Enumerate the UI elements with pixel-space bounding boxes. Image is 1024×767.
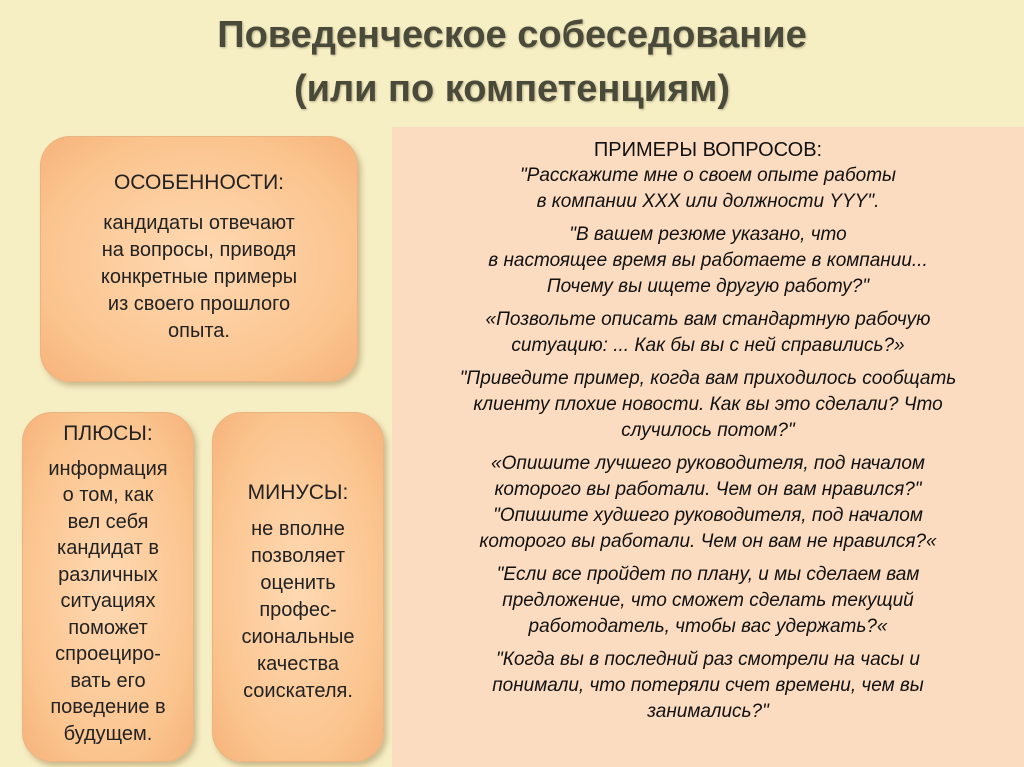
- question-1: [392, 163, 1024, 215]
- examples-heading: ПРИМЕРЫ ВОПРОСОВ:: [593, 139, 823, 161]
- minuses-line: оценить: [260, 572, 336, 594]
- question-line: случилось потом?": [621, 420, 795, 441]
- question-line: клиенту плохие новости. Как вы это сделали? Что: [473, 394, 943, 415]
- features-box: [40, 136, 358, 382]
- pluses-line: информация: [48, 457, 168, 480]
- minuses-line: качества: [256, 653, 340, 675]
- minuses-line: соискателя.: [243, 680, 353, 702]
- features-line: на вопросы, приводя: [101, 239, 297, 261]
- question-line: "Когда вы в последний раз смотрели на часы и: [496, 649, 920, 670]
- question-line: "Расскажите мне о своем опыте работы: [519, 165, 897, 186]
- question-line: предложение, что сможет сделать текущий: [502, 590, 914, 611]
- features-line: опыта.: [168, 320, 230, 342]
- pluses-line: спроециро-: [55, 643, 161, 665]
- pluses-line: поведение в: [50, 696, 166, 718]
- question-line: ситуацию: ... Как бы вы с ней справились?»: [511, 335, 905, 356]
- question-line: «Позвольте описать вам стандартную рабочую: [485, 309, 931, 330]
- minuses-line: не вполне: [251, 518, 345, 540]
- pluses-heading: ПЛЮСЫ:: [63, 422, 153, 445]
- title-line-2: (или по компетенциям): [293, 68, 731, 110]
- pluses-line: поможет: [68, 616, 148, 639]
- minuses-line: позволяет: [250, 545, 346, 567]
- question-4: [392, 366, 1024, 444]
- question-7: [392, 562, 1024, 640]
- title-line-1: Поведенческое собеседование: [217, 14, 807, 56]
- question-line: "Если все пройдет по плану, и мы сделаем вам: [496, 564, 920, 585]
- features-line: из своего прошлого: [107, 293, 291, 315]
- question-line: «Опишите лучшего руководителя, под началом: [491, 453, 925, 474]
- minuses-line: сиональные: [241, 626, 355, 648]
- minuses-line: профес-: [259, 599, 337, 621]
- slide-title: [0, 8, 1024, 116]
- pluses-line: вать его: [70, 669, 146, 692]
- pluses-line: ситуациях: [60, 590, 156, 612]
- question-line: работодатель, чтобы вас удержать?«: [528, 616, 888, 637]
- question-line: "Опишите худшего руководителя, под началом: [493, 505, 923, 526]
- question-line: понимали, что потеряли счет времени, чем вы: [492, 675, 924, 696]
- features-line: кандидаты отвечают: [103, 212, 295, 234]
- pluses-line: вел себя: [67, 510, 149, 533]
- minuses-heading: МИНУСЫ:: [247, 481, 349, 504]
- question-line: занимались?": [647, 701, 769, 722]
- features-heading: ОСОБЕННОСТИ:: [113, 171, 285, 194]
- question-2: [392, 222, 1024, 300]
- question-line: Почему вы ищете другую работу?": [546, 276, 870, 297]
- pluses-line: различных: [58, 563, 158, 586]
- pluses-line: о том, как: [62, 484, 154, 506]
- question-line: которого вы работали. Чем он вам нравился?": [494, 479, 922, 500]
- pluses-line: будущем.: [63, 722, 153, 745]
- pluses-box: [22, 412, 194, 762]
- question-line: "Приведите пример, когда вам приходилось сообщать: [459, 368, 957, 389]
- question-line: которого вы работали. Чем он вам не нравился?«: [479, 531, 937, 552]
- pluses-line: кандидат в: [57, 537, 159, 559]
- question-5: [392, 451, 1024, 503]
- question-8: [392, 647, 1024, 725]
- question-line: в компании XXX или должности YYY".: [536, 191, 880, 212]
- question-line: в настоящее время вы работаете в компании...: [488, 250, 928, 271]
- features-line: конкретные примеры: [100, 266, 298, 288]
- examples-panel: [392, 127, 1024, 767]
- minuses-box: [212, 412, 384, 762]
- question-6: [392, 503, 1024, 555]
- question-line: "В вашем резюме указано, что: [569, 224, 847, 245]
- question-3: [392, 307, 1024, 359]
